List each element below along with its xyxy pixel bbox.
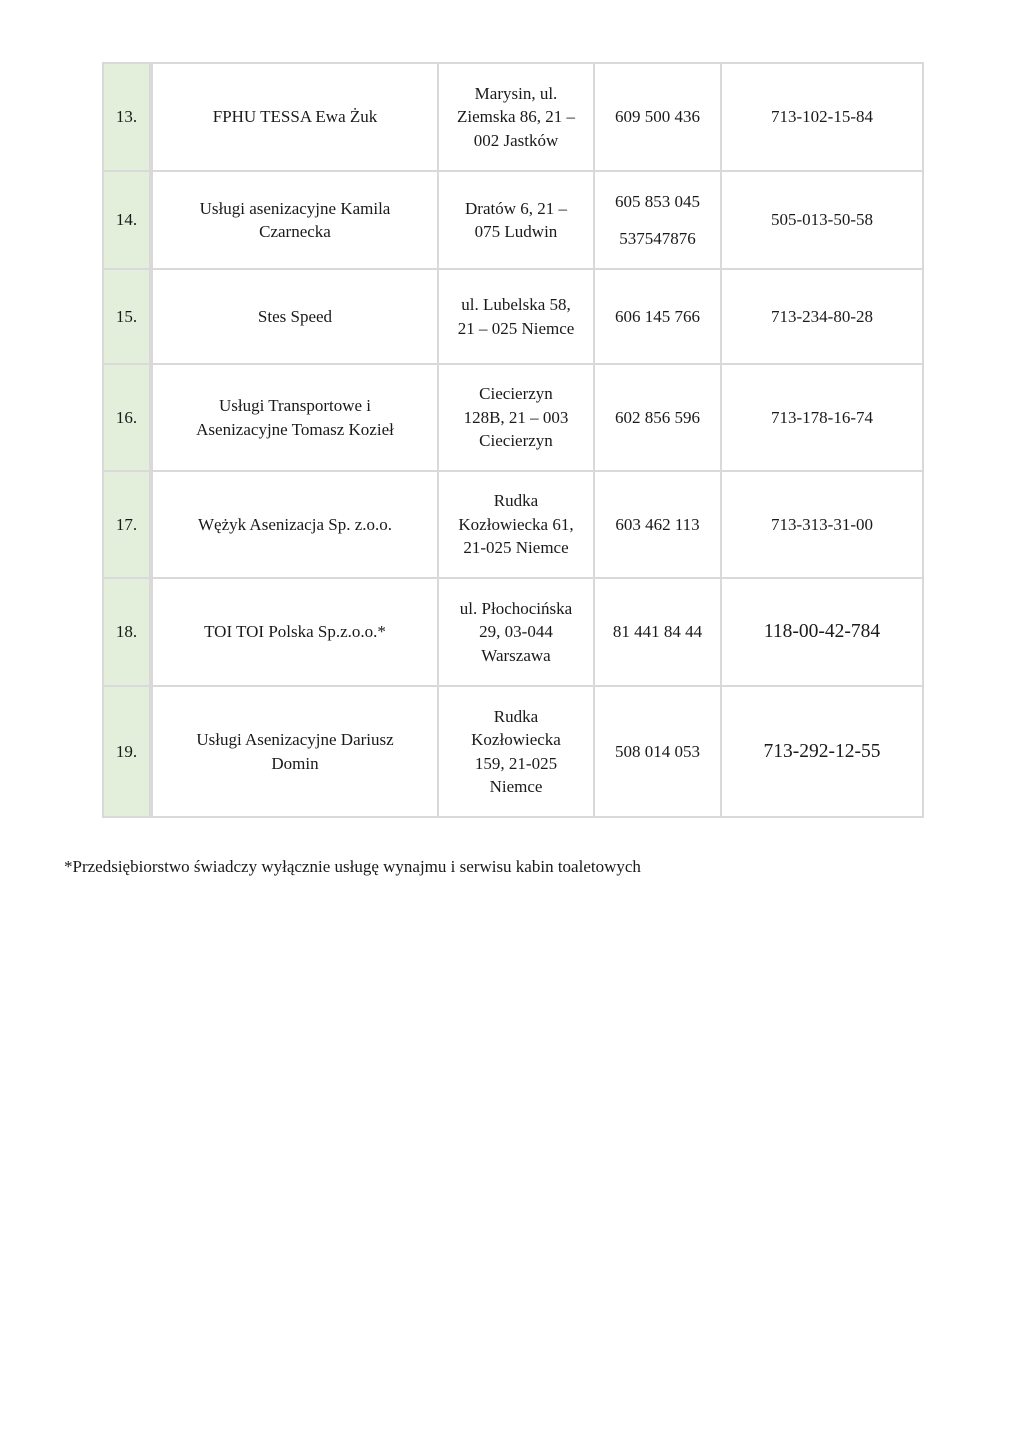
row-number: 17. xyxy=(103,471,151,578)
row-number: 19. xyxy=(103,686,151,817)
company-address xyxy=(438,686,594,817)
row-number: 16. xyxy=(103,364,151,471)
company-nip: 713-234-80-28 xyxy=(721,269,923,364)
company-address-line: Dratów 6, 21 – xyxy=(465,198,567,218)
company-address-line: 128B, 21 – 003 xyxy=(463,407,569,427)
company-nip: 713-178-16-74 xyxy=(721,364,923,471)
company-address xyxy=(438,269,594,364)
company-name xyxy=(151,269,438,364)
company-address-line: Niemce xyxy=(489,777,543,796)
phone-number: 606 145 766 xyxy=(615,306,700,326)
company-name-line: TOI TOI Polska Sp.z.o.o.* xyxy=(204,622,386,642)
company-nip: 505-013-50-58 xyxy=(721,171,923,269)
company-address-line: Ciecierzyn xyxy=(479,431,553,451)
row-number: 13. xyxy=(103,63,151,171)
company-address xyxy=(438,578,594,686)
table-row xyxy=(103,686,923,817)
company-name-line: Czarnecka xyxy=(259,222,331,241)
company-address-line: Ciecierzyn xyxy=(479,384,553,404)
company-name xyxy=(151,471,438,578)
company-nip: 118-00-42-784 xyxy=(721,578,923,686)
company-address-line: Rudka xyxy=(493,706,539,726)
row-number: 18. xyxy=(103,578,151,686)
phone-number: 602 856 596 xyxy=(615,407,700,427)
row-number: 15. xyxy=(103,269,151,364)
company-address-line: 159, 21-025 xyxy=(474,753,558,773)
company-phone xyxy=(594,364,721,471)
table-row xyxy=(103,171,923,269)
company-address-line: ul. Lubelska 58, xyxy=(461,295,571,314)
phone-number: 508 014 053 xyxy=(615,741,700,761)
table-row xyxy=(103,364,923,471)
company-address xyxy=(438,63,594,171)
companies-table xyxy=(102,62,924,818)
company-address-line: 21 – 025 Niemce xyxy=(457,318,575,338)
company-phone xyxy=(594,471,721,578)
company-phone xyxy=(594,63,721,171)
company-address-line: Marysin, ul. xyxy=(474,83,558,103)
phone-number: 605 853 045 xyxy=(615,192,700,211)
row-number: 14. xyxy=(103,171,151,269)
company-address xyxy=(438,171,594,269)
company-phone xyxy=(594,686,721,817)
phone-number: 81 441 84 44 xyxy=(612,622,703,642)
table-row xyxy=(103,269,923,364)
company-nip: 713-102-15-84 xyxy=(721,63,923,171)
company-address-line: 002 Jastków xyxy=(473,130,559,150)
phone-number: 609 500 436 xyxy=(615,107,700,127)
company-address-line: 075 Ludwin xyxy=(474,222,558,241)
company-phone xyxy=(594,578,721,686)
company-address-line: 21-025 Niemce xyxy=(463,538,569,558)
company-name-line: Asenizacyjne Tomasz Kozieł xyxy=(196,419,394,439)
company-name-line: Usługi Asenizacyjne Dariusz xyxy=(196,730,394,749)
company-name-line: Stes Speed xyxy=(257,306,333,326)
company-address-line: Kozłowiecka 61, xyxy=(458,514,574,534)
company-address-line: 29, 03-044 xyxy=(479,622,553,642)
company-address-line: Warszawa xyxy=(481,645,551,665)
company-address xyxy=(438,471,594,578)
company-address xyxy=(438,364,594,471)
company-name-line: Usługi asenizacyjne Kamila xyxy=(199,198,391,218)
company-address-line: ul. Płochocińska xyxy=(459,598,573,618)
footnote: *Przedsiębiorstwo świadczy wyłącznie usługę wynajmu i serwisu kabin toaletowych xyxy=(64,857,641,876)
company-name-line: Usługi Transportowe i xyxy=(218,396,372,415)
company-nip: 713-292-12-55 xyxy=(721,686,923,817)
company-name-line: Wężyk Asenizacja Sp. z.o.o. xyxy=(197,514,392,534)
table-row xyxy=(103,471,923,578)
table-row xyxy=(103,578,923,686)
table-body xyxy=(103,63,923,817)
phone-number: 603 462 113 xyxy=(615,514,700,534)
table-row xyxy=(103,63,923,171)
company-name xyxy=(151,171,438,269)
company-phone xyxy=(594,269,721,364)
company-name xyxy=(151,578,438,686)
company-phone xyxy=(594,171,721,269)
company-name-line: Domin xyxy=(271,753,319,773)
company-address-line: Rudka xyxy=(493,491,539,511)
company-address-line: Ziemska 86, 21 – xyxy=(456,107,576,127)
company-name xyxy=(151,63,438,171)
company-name xyxy=(151,686,438,817)
company-nip: 713-313-31-00 xyxy=(721,471,923,578)
company-name-line: FPHU TESSA Ewa Żuk xyxy=(212,107,378,127)
company-name xyxy=(151,364,438,471)
company-address-line: Kozłowiecka xyxy=(471,730,561,749)
phone-number: 537547876 xyxy=(619,228,696,248)
